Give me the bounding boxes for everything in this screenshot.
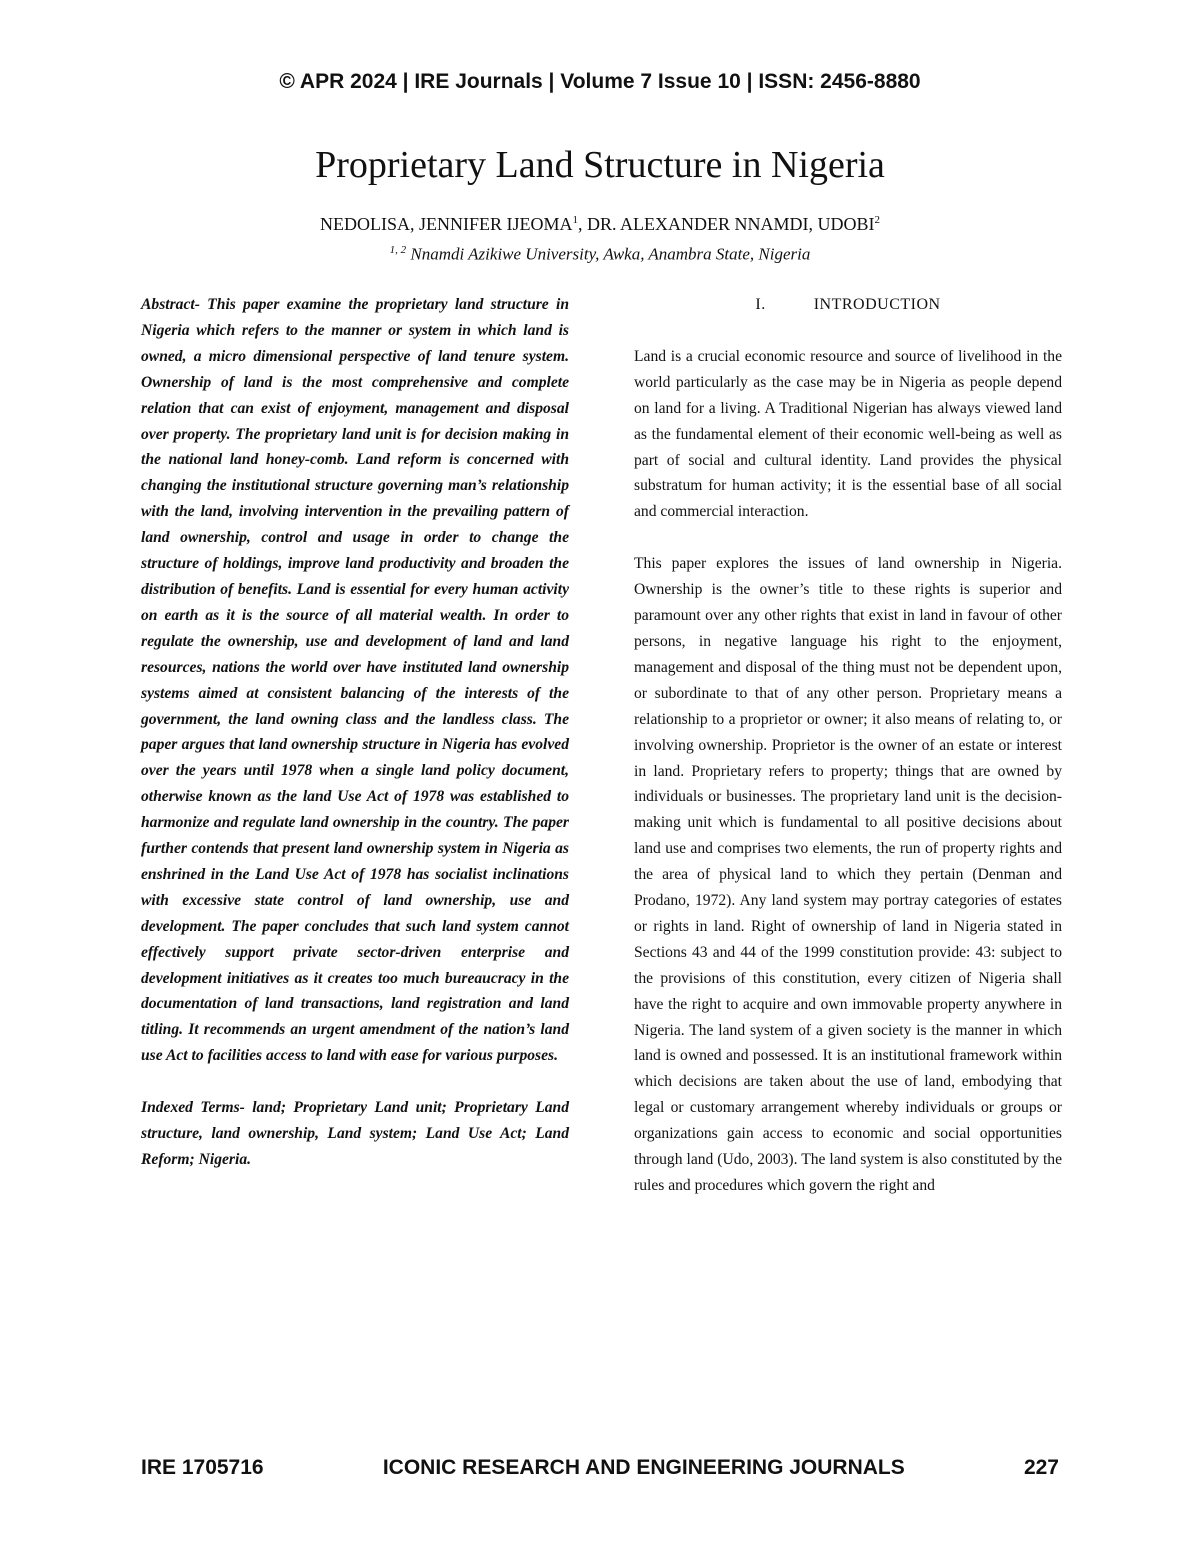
- author-line: [0, 214, 1200, 235]
- section-number: I.: [755, 296, 766, 313]
- section-heading: [634, 292, 1062, 318]
- affiliation-text: Nnamdi Azikiwe University, Awka, Anambra State, Nigeria: [406, 244, 811, 264]
- author-2: DR. ALEXANDER NNAMDI, UDOBI: [587, 214, 875, 234]
- author-1-affil-mark: 1: [572, 214, 578, 226]
- index-terms-text: land; Proprietary Land unit; Proprietary Land structure, land ownership, Land system; Land Use Act; Land Reform; Nigeria.: [141, 1099, 569, 1168]
- footer-paper-id: IRE 1705716: [141, 1456, 264, 1479]
- abstract-text: This paper examine the proprietary land structure in Nigeria which refers to the manner or system in which land is owned, a micro dimensional perspective of land tenure system. Ownership of land is the most comprehensive and complete relation that can exist of enjoyment, management and disposal over property. The proprietary land unit is for decision making in the national land honey-comb. Land reform is concerned with changing the institutional structure governing man’s relationship with the land, involving intervention in the prevailing pattern of land ownership, control and usage in order to change the structure of holdings, improve land productivity and broaden the distribution of benefits. Land is essential for every human activity on earth as it is the source of all material wealth. In order to regulate the ownership, use and development of land and land resources, nations the world over have instituted land ownership systems aimed at consistent balancing of the interests of the government, the land owning class and the landless class. The paper argues that land ownership structure in Nigeria has evolved over the years until 1978 when a single land policy document, otherwise known as the land Use Act of 1978 was established to harmonize and regulate land ownership in the country. The paper further contends that present land ownership system in Nigeria as enshrined in the Land Use Act of 1978 has socialist inclinations with excessive state control of land ownership, use and development. The paper concludes that such land system cannot effectively support private sector-driven enterprise and development initiatives as it creates too much bureaucracy in the documentation of land transactions, land registration and land titling. It recommends an urgent amendment of the nation’s land use Act to facilities access to land with ease for various purposes.: [141, 296, 569, 1065]
- right-column: [634, 292, 1062, 1225]
- journal-header: © APR 2024 | IRE Journals | Volume 7 Issue 10 | ISSN: 2456-8880: [279, 70, 921, 93]
- left-column: [141, 292, 569, 1199]
- section-title: INTRODUCTION: [813, 296, 941, 313]
- page-footer: [141, 1456, 1059, 1480]
- index-terms: [141, 1095, 569, 1173]
- affiliation-marks: 1, 2: [389, 244, 407, 256]
- index-terms-label: Indexed Terms-: [141, 1099, 245, 1117]
- author-1: NEDOLISA, JENNIFER IJEOMA: [320, 214, 573, 234]
- footer-journal-name: ICONIC RESEARCH AND ENGINEERING JOURNALS: [382, 1456, 905, 1479]
- paper-title: Proprietary Land Structure in Nigeria: [315, 144, 885, 186]
- footer-page-number: 227: [1023, 1456, 1059, 1479]
- abstract: [141, 292, 569, 1069]
- intro-paragraph-1: Land is a crucial economic resource and source of livelihood in the world particularly as the case may be in Nigeria as people depend on land for a living. A Traditional Nigerian has always viewed land as the fundamental element of their economic well-being as well as part of social and cultural identity. Land provides the physical substratum for human activity; it is the essential base of all social and commercial interaction.: [634, 347, 1062, 521]
- abstract-label: Abstract-: [141, 296, 200, 313]
- author-2-affil-mark: 2: [874, 214, 880, 226]
- intro-paragraph-2: This paper explores the issues of land ownership in Nigeria. Ownership is the owner’s title to these rights is superior and paramount over any other rights that exist in land in favour of other persons, in negative language his right to the enjoyment, management and disposal of the thing must not be dependent upon, or subordinate to that of any other person. Proprietary means a relationship to a proprietor or owner; it also means of relating to, or involving ownership. Proprietor is the owner of an estate or interest in land. Proprietary refers to property; things that are owned by individuals or businesses. The proprietary land unit is the decision-making unit which is fundamental to all positive decisions about land use and comprises two elements, the run of property rights and the area of physical land to which they pertain (Denman and Prodano, 1972). Any land system may portray categories of estates or rights in land. Right of ownership of land in Nigeria stated in Sections 43 and 44 of the 1999 constitution provide: 43: subject to the provisions of this constitution, every citizen of Nigeria shall have the right to acquire and own immovable property anywhere in Nigeria. The land system of a given society is the manner in which land is owned and possessed. It is an institutional framework within which decisions are taken about the use of land, embodying that legal or customary arrangement whereby individuals or groups or organizations gain access to economic and social opportunities through land (Udo, 2003). The land system is also constituted by the rules and procedures which govern the right and: [634, 555, 1062, 1194]
- author-separator: ,: [578, 214, 587, 234]
- affiliation: [0, 244, 1200, 265]
